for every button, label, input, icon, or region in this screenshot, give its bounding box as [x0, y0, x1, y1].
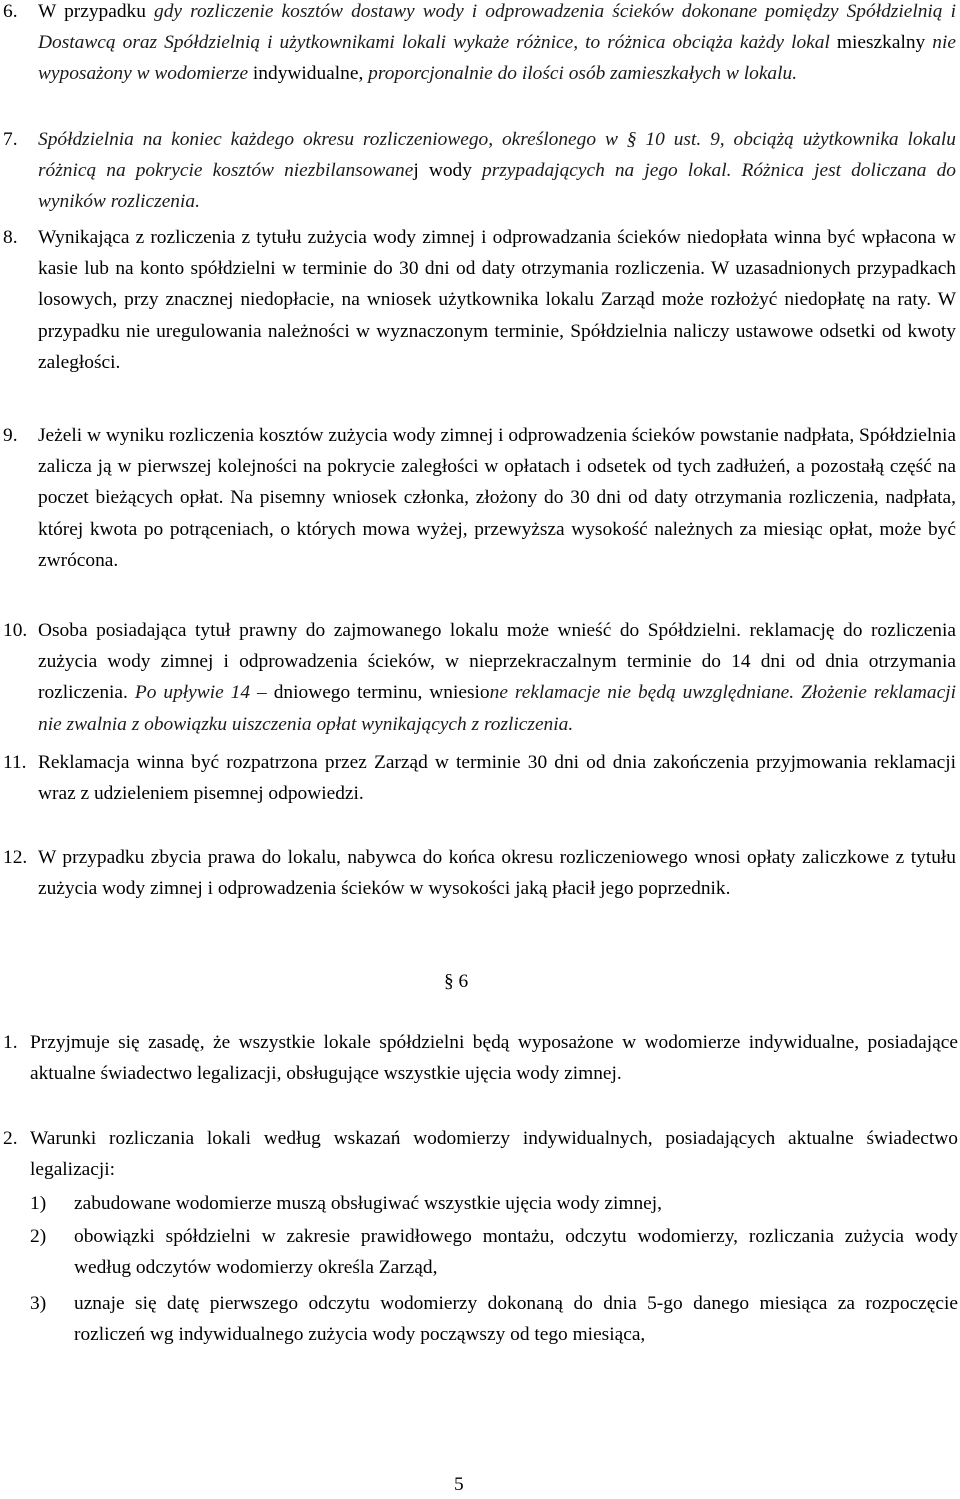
paragraph-item-10	[3, 615, 956, 740]
item-number: 2)	[30, 1226, 47, 1247]
item-number: 12.	[3, 847, 28, 868]
paragraph-item-9	[3, 420, 956, 576]
item-number: 1)	[30, 1193, 47, 1214]
item-number: 1.	[3, 1032, 18, 1053]
item-text: W przypadku gdy rozliczenie kosztów dostawy wody i odprowadzenia ścieków dokonane pomiędzy Spółdzielnią i Dostawcą oraz Spółdzielnią i użytkownikami lokali wykaże różnice, to różnica obciąża każdy lokal mieszkalny nie wyposażony w wodomierze indywidualne, proporcjonalnie do ilości osób zamieszkałych w lokalu.	[38, 1, 956, 85]
item-number: 2.	[3, 1128, 18, 1149]
paragraph-item-6	[3, 0, 956, 90]
item-number: 8.	[3, 227, 18, 248]
sub-item-1	[30, 1188, 958, 1219]
item-text: Warunki rozliczania lokali według wskazań wodomierzy indywidualnych, posiadających aktualne świadectwo legalizacji:	[30, 1128, 958, 1181]
item-text: Wynikająca z rozliczenia z tytułu zużycia wody zimnej i odprowadzania ścieków niedopłata winna być wpłacona w kasie lub na konto spółdzielni w terminie do 30 dni od daty otrzymania rozliczenia. W uzasadnionych przypadkach losowych, przy znacznej niedopłacie, na wniosek użytkownika lokalu Zarząd może rozłożyć niedopłatę na raty. W przypadku nie uregulowania należności w wyznaczonym terminie, Spółdzielnia naliczy ustawowe odsetki od kwoty zaległości.	[38, 227, 956, 373]
section-item-1	[3, 1027, 958, 1089]
item-text: W przypadku zbycia prawa do lokalu, nabywca do końca okresu rozliczeniowego wnosi opłaty zaliczkowe z tytułu zużycia wody zimnej i odprowadzenia ścieków w wysokości jaką płacił jego poprzednik.	[38, 847, 956, 900]
section-heading: § 6	[444, 971, 469, 992]
item-text: obowiązki spółdzielni w zakresie prawidłowego montażu, odczytu wodomierzy, rozliczania zużycia wody według odczytów wodomierzy określa Zarząd,	[74, 1226, 958, 1279]
page-number: 5	[454, 1474, 464, 1495]
item-number: 9.	[3, 425, 18, 446]
item-text: Spółdzielnia na koniec każdego okresu rozliczeniowego, określonego w § 10 ust. 9, obciążą użytkownika lokalu różnicą na pokrycie kosztów niezbilansowanej wody przypadających na jego lokal. Różnica jest doliczana do wyników rozliczenia.	[38, 129, 956, 213]
paragraph-item-8	[3, 222, 956, 378]
paragraph-item-12	[3, 842, 956, 904]
section-item-2	[3, 1123, 958, 1185]
item-text: Jeżeli w wyniku rozliczenia kosztów zużycia wody zimnej i odprowadzenia ścieków powstanie nadpłata, Spółdzielnia zalicza ją w pierwszej kolejności na pokrycie zaległości w opłatach i odsetek od tych zadłużeń, a pozostałą część na poczet bieżących opłat. Na pisemny wniosek członka, złożony do 30 dni od daty otrzymania rozliczenia, nadpłata, której kwota po potrąceniach, o których mowa wyżej, przewyższa wysokość należnych za miesiąc opłat, może być zwrócona.	[38, 425, 956, 571]
item-text: Przyjmuje się zasadę, że wszystkie lokale spółdzielni będą wyposażone w wodomierze indywidualne, posiadające aktualne świadectwo legalizacji, obsługujące wszystkie ujęcia wody zimnej.	[30, 1032, 958, 1085]
item-number: 6.	[3, 1, 18, 22]
item-number: 10.	[3, 620, 28, 641]
item-number: 3)	[30, 1293, 47, 1314]
item-number: 11.	[3, 752, 27, 773]
item-text: Osoba posiadająca tytuł prawny do zajmowanego lokalu może wnieść do Spółdzielni. reklamację do rozliczenia zużycia wody zimnej i odprowadzenia ścieków, w nieprzekraczalnym terminie do 14 dni od dnia otrzymania rozliczenia. Po upływie 14 – dniowego terminu, wniesione reklamacje nie będą uwzględniane. Złożenie reklamacji nie zwalnia z obowiązku uiszczenia opłat wynikających z rozliczenia.	[38, 620, 956, 735]
item-text: Reklamacja winna być rozpatrzona przez Zarząd w terminie 30 dni od dnia zakończenia przyjmowania reklamacji wraz z udzieleniem pisemnej odpowiedzi.	[38, 752, 956, 805]
item-number: 7.	[3, 129, 18, 150]
item-text: uznaje się datę pierwszego odczytu wodomierzy dokonaną do dnia 5-go danego miesiąca za rozpoczęcie rozliczeń wg indywidualnego zużycia wody począwszy od tego miesiąca,	[74, 1293, 958, 1346]
item-text: zabudowane wodomierze muszą obsługiwać wszystkie ujęcia wody zimnej,	[74, 1193, 662, 1214]
paragraph-item-7	[3, 124, 956, 218]
sub-item-2	[30, 1221, 958, 1283]
paragraph-item-11	[3, 747, 956, 809]
sub-item-3	[30, 1288, 958, 1350]
